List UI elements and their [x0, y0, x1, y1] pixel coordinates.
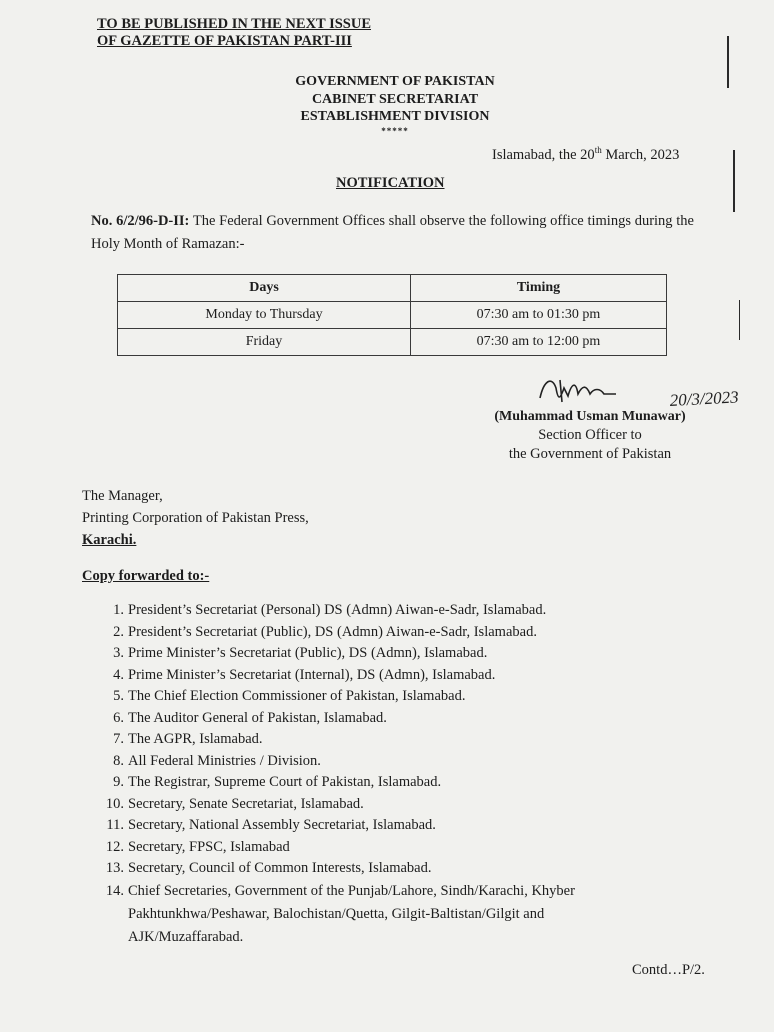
officer-designation: Section Officer to [538, 427, 642, 443]
cell-days: Monday to Thursday [118, 302, 411, 329]
item-number: 12. [105, 838, 124, 855]
item-number: 10. [105, 795, 124, 812]
timings-table [117, 274, 667, 356]
item-text: President’s Secretariat (Public), DS (Admn) Aiwan-e-Sadr, Islamabad. [128, 623, 537, 640]
letterhead [230, 73, 560, 136]
officer-name: (Muhammad Usman Munawar) [494, 409, 686, 424]
division-name: ESTABLISHMENT DIVISION [300, 109, 490, 124]
list-item [100, 858, 660, 880]
item-number: 2. [113, 623, 124, 640]
body-text: The Federal Government Offices shall observe the following office timings during the Holy Month of Ramazan:- [91, 213, 694, 252]
item-text: The Auditor General of Pakistan, Islamabad. [128, 709, 387, 726]
list-item [100, 600, 660, 622]
continued-note: Contd…P/2. [632, 962, 705, 978]
item-text: Secretary, FPSC, Islamabad [128, 838, 290, 855]
scan-margin-mark [727, 36, 729, 88]
list-item [100, 729, 660, 751]
table-row [118, 302, 667, 329]
item-number: 9. [113, 774, 124, 790]
item-number: 14. [105, 882, 124, 899]
addressee-line-1: The Manager, [82, 488, 163, 504]
signature-strokes [540, 380, 616, 402]
item-text: The Registrar, Supreme Court of Pakistan, Islamabad. [128, 774, 442, 790]
header-stars: ***** [381, 125, 409, 136]
table-header-row [118, 275, 667, 302]
item-text: The AGPR, Islamabad. [128, 731, 263, 747]
table-row [118, 329, 667, 356]
list-item [100, 815, 660, 837]
scan-margin-mark [739, 300, 740, 340]
item-text: Prime Minister’s Secretariat (Internal), DS (Admn), Islamabad. [128, 666, 496, 683]
item-number: 5. [113, 688, 124, 704]
item-text: President’s Secretariat (Personal) DS (Admn) Aiwan-e-Sadr, Islamabad. [128, 602, 547, 618]
notification-title: NOTIFICATION [336, 175, 445, 191]
cell-timing: 07:30 am to 01:30 pm [411, 302, 667, 329]
item-number: 4. [113, 666, 124, 683]
copy-forwarded-heading: Copy forwarded to:- [82, 568, 210, 584]
list-item [100, 708, 660, 730]
list-item [100, 772, 660, 794]
list-item [100, 622, 660, 644]
header-days: Days [118, 275, 411, 302]
list-item [100, 880, 660, 949]
cell-days: Friday [118, 329, 411, 356]
officer-office: the Government of Pakistan [508, 446, 672, 462]
notification-body [91, 210, 694, 256]
item-number: 11. [106, 817, 124, 833]
header-timing: Timing [411, 275, 667, 302]
item-text: Secretary, Senate Secretariat, Islamabad. [128, 795, 364, 812]
addressee [82, 485, 309, 551]
secretariat-name: CABINET SECRETARIAT [311, 91, 479, 107]
handwritten-date: 20/3/2023 [669, 387, 740, 410]
publication-note-line-2: OF GAZETTE OF PAKISTAN PART-III [97, 33, 352, 49]
publication-note-line-1: TO BE PUBLISHED IN THE NEXT ISSUE [97, 16, 371, 32]
cell-timing: 07:30 am to 12:00 pm [411, 329, 667, 356]
list-item [100, 665, 660, 687]
scan-margin-mark [733, 150, 735, 212]
addressee-city: Karachi. [82, 532, 137, 548]
publication-note [97, 16, 371, 50]
copy-list [100, 600, 660, 949]
reference-number: No. 6/2/96-D-II: [91, 213, 190, 229]
date-rest: March, 2023 [601, 146, 680, 163]
item-number: 3. [113, 645, 124, 661]
list-item [100, 837, 660, 859]
item-number: 1. [113, 602, 124, 618]
item-number: 8. [113, 752, 124, 769]
list-item [100, 686, 660, 708]
item-text: Secretary, Council of Common Interests, Islamabad. [128, 860, 432, 876]
item-number: 13. [105, 860, 124, 876]
list-item [100, 751, 660, 773]
item-number: 7. [113, 731, 124, 747]
government-name: GOVERNMENT OF PAKISTAN [295, 74, 495, 89]
addressee-line-2: Printing Corporation of Pakistan Press, [82, 510, 309, 526]
date-suffix: th [594, 145, 602, 155]
item-text: Chief Secretaries, Government of the Punjab/Lahore, Sindh/Karachi, Khyber Pakhtunkhwa/Peshawar, Balochistan/Quetta, Gilgit-Baltistan/Gilgit and AJK/Muzaffarabad. [128, 882, 575, 945]
item-text: Prime Minister’s Secretariat (Public), DS (Admn), Islamabad. [128, 645, 488, 661]
item-text: The Chief Election Commissioner of Pakistan, Islamabad. [128, 688, 466, 704]
issue-date [492, 145, 679, 164]
list-item [100, 794, 660, 816]
item-number: 6. [113, 709, 124, 726]
item-text: Secretary, National Assembly Secretariat, Islamabad. [128, 817, 436, 833]
item-text: All Federal Ministries / Division. [128, 752, 321, 769]
date-prefix: Islamabad, the 20 [492, 146, 595, 163]
list-item [100, 643, 660, 665]
